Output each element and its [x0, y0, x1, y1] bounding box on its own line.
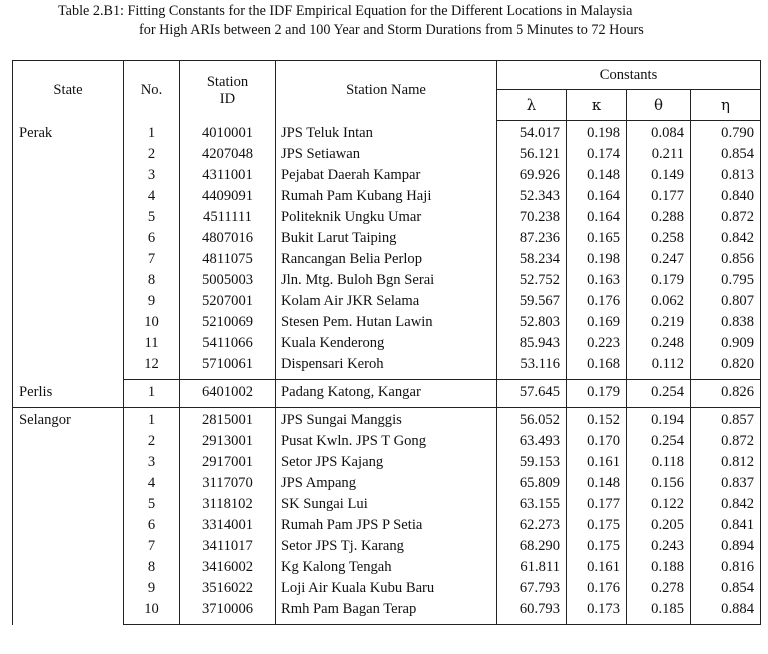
- eta-value: 0.872: [691, 431, 761, 452]
- eta-value: 0.816: [691, 557, 761, 578]
- kappa-value: 0.198: [567, 249, 627, 270]
- lambda-value: 59.567: [497, 291, 567, 312]
- station-id: 3516022: [180, 578, 276, 599]
- station-no: 1: [124, 380, 180, 408]
- header-station-id-line1: Station: [206, 73, 249, 90]
- table-row: [13, 408, 761, 432]
- station-name: JPS Teluk Intan: [276, 121, 497, 145]
- station-name: Setor JPS Kajang: [276, 452, 497, 473]
- station-no: 4: [124, 186, 180, 207]
- eta-value: 0.813: [691, 165, 761, 186]
- table-body: [13, 121, 761, 625]
- kappa-value: 0.175: [567, 536, 627, 557]
- theta-value: 0.194: [627, 408, 691, 432]
- header-lambda: λ: [497, 90, 567, 121]
- eta-value: 0.842: [691, 494, 761, 515]
- station-id: 5411066: [180, 333, 276, 354]
- lambda-value: 56.052: [497, 408, 567, 432]
- station-no: 6: [124, 515, 180, 536]
- theta-value: 0.243: [627, 536, 691, 557]
- kappa-value: 0.170: [567, 431, 627, 452]
- station-no: 10: [124, 312, 180, 333]
- station-id: 4807016: [180, 228, 276, 249]
- station-name: Rancangan Belia Perlop: [276, 249, 497, 270]
- table-row: [13, 452, 761, 473]
- station-no: 8: [124, 557, 180, 578]
- theta-value: 0.278: [627, 578, 691, 599]
- eta-value: 0.857: [691, 408, 761, 432]
- theta-value: 0.185: [627, 599, 691, 625]
- theta-value: 0.177: [627, 186, 691, 207]
- theta-value: 0.112: [627, 354, 691, 380]
- kappa-value: 0.174: [567, 144, 627, 165]
- theta-value: 0.118: [627, 452, 691, 473]
- eta-value: 0.854: [691, 144, 761, 165]
- table-row: [13, 557, 761, 578]
- table-row: [13, 578, 761, 599]
- header-station-id-line2: ID: [219, 90, 236, 107]
- table-header: [13, 61, 761, 121]
- lambda-value: 68.290: [497, 536, 567, 557]
- kappa-value: 0.161: [567, 452, 627, 473]
- station-no: 1: [124, 121, 180, 145]
- eta-value: 0.790: [691, 121, 761, 145]
- state-cell: Selangor: [13, 408, 124, 625]
- table-row: [13, 312, 761, 333]
- station-name: Dispensari Keroh: [276, 354, 497, 380]
- station-id: 5207001: [180, 291, 276, 312]
- header-constants: Constants: [497, 61, 761, 90]
- kappa-value: 0.173: [567, 599, 627, 625]
- station-name: Padang Katong, Kangar: [276, 380, 497, 408]
- theta-value: 0.062: [627, 291, 691, 312]
- header-station-id: [180, 61, 276, 121]
- lambda-value: 85.943: [497, 333, 567, 354]
- kappa-value: 0.152: [567, 408, 627, 432]
- header-eta: η: [691, 90, 761, 121]
- eta-value: 0.841: [691, 515, 761, 536]
- state-cell: Perak: [13, 121, 124, 380]
- station-no: 10: [124, 599, 180, 625]
- lambda-value: 63.493: [497, 431, 567, 452]
- eta-value: 0.820: [691, 354, 761, 380]
- theta-value: 0.248: [627, 333, 691, 354]
- theta-value: 0.219: [627, 312, 691, 333]
- theta-value: 0.211: [627, 144, 691, 165]
- station-no: 2: [124, 144, 180, 165]
- station-no: 8: [124, 270, 180, 291]
- kappa-value: 0.176: [567, 291, 627, 312]
- table-row: [13, 186, 761, 207]
- eta-value: 0.826: [691, 380, 761, 408]
- station-id: 4409091: [180, 186, 276, 207]
- kappa-value: 0.161: [567, 557, 627, 578]
- lambda-value: 52.343: [497, 186, 567, 207]
- eta-value: 0.807: [691, 291, 761, 312]
- lambda-value: 58.234: [497, 249, 567, 270]
- theta-value: 0.254: [627, 380, 691, 408]
- kappa-value: 0.175: [567, 515, 627, 536]
- table-row: [13, 536, 761, 557]
- eta-value: 0.854: [691, 578, 761, 599]
- theta-value: 0.156: [627, 473, 691, 494]
- header-no: No.: [124, 61, 180, 121]
- table-row: [13, 249, 761, 270]
- station-name: JPS Setiawan: [276, 144, 497, 165]
- station-no: 12: [124, 354, 180, 380]
- eta-value: 0.842: [691, 228, 761, 249]
- station-id: 6401002: [180, 380, 276, 408]
- station-name: JPS Sungai Manggis: [276, 408, 497, 432]
- station-no: 7: [124, 249, 180, 270]
- lambda-value: 63.155: [497, 494, 567, 515]
- lambda-value: 87.236: [497, 228, 567, 249]
- station-no: 9: [124, 578, 180, 599]
- station-no: 2: [124, 431, 180, 452]
- theta-value: 0.084: [627, 121, 691, 145]
- station-name: Kuala Kenderong: [276, 333, 497, 354]
- station-id: 3314001: [180, 515, 276, 536]
- kappa-value: 0.179: [567, 380, 627, 408]
- theta-value: 0.122: [627, 494, 691, 515]
- station-id: 5710061: [180, 354, 276, 380]
- theta-value: 0.254: [627, 431, 691, 452]
- station-name: Pejabat Daerah Kampar: [276, 165, 497, 186]
- theta-value: 0.205: [627, 515, 691, 536]
- station-name: Kg Kalong Tengah: [276, 557, 497, 578]
- table-row: [13, 144, 761, 165]
- station-id: 4311001: [180, 165, 276, 186]
- table-row: [13, 354, 761, 380]
- eta-value: 0.872: [691, 207, 761, 228]
- table-row: [13, 333, 761, 354]
- eta-value: 0.909: [691, 333, 761, 354]
- lambda-value: 69.926: [497, 165, 567, 186]
- idf-constants-table: [12, 60, 761, 625]
- table-row: [13, 291, 761, 312]
- eta-value: 0.856: [691, 249, 761, 270]
- kappa-value: 0.223: [567, 333, 627, 354]
- station-name: Rumah Pam JPS P Setia: [276, 515, 497, 536]
- station-id: 3118102: [180, 494, 276, 515]
- header-theta: θ: [627, 90, 691, 121]
- table-row: [13, 515, 761, 536]
- station-name: Stesen Pem. Hutan Lawin: [276, 312, 497, 333]
- station-no: 5: [124, 207, 180, 228]
- lambda-value: 61.811: [497, 557, 567, 578]
- station-id: 5005003: [180, 270, 276, 291]
- theta-value: 0.247: [627, 249, 691, 270]
- station-id: 4207048: [180, 144, 276, 165]
- station-id: 4511111: [180, 207, 276, 228]
- lambda-value: 65.809: [497, 473, 567, 494]
- kappa-value: 0.148: [567, 473, 627, 494]
- kappa-value: 0.169: [567, 312, 627, 333]
- table-row: [13, 431, 761, 452]
- station-name: Politeknik Ungku Umar: [276, 207, 497, 228]
- theta-value: 0.149: [627, 165, 691, 186]
- theta-value: 0.188: [627, 557, 691, 578]
- lambda-value: 60.793: [497, 599, 567, 625]
- table-row: [13, 380, 761, 408]
- state-cell: Perlis: [13, 380, 124, 408]
- station-name: JPS Ampang: [276, 473, 497, 494]
- kappa-value: 0.164: [567, 186, 627, 207]
- lambda-value: 52.752: [497, 270, 567, 291]
- eta-value: 0.884: [691, 599, 761, 625]
- table-row: [13, 599, 761, 625]
- eta-value: 0.840: [691, 186, 761, 207]
- station-id: 4811075: [180, 249, 276, 270]
- eta-value: 0.894: [691, 536, 761, 557]
- station-name: SK Sungai Lui: [276, 494, 497, 515]
- table-caption: [58, 2, 758, 40]
- station-no: 11: [124, 333, 180, 354]
- station-id: 5210069: [180, 312, 276, 333]
- station-id: 3710006: [180, 599, 276, 625]
- kappa-value: 0.198: [567, 121, 627, 145]
- header-kappa: κ: [567, 90, 627, 121]
- lambda-value: 59.153: [497, 452, 567, 473]
- table-row: [13, 207, 761, 228]
- station-id: 3117070: [180, 473, 276, 494]
- station-name: Loji Air Kuala Kubu Baru: [276, 578, 497, 599]
- station-id: 2913001: [180, 431, 276, 452]
- caption-line-1: Table 2.B1: Fitting Constants for the IDF Empirical Equation for the Different Locations in Malaysia: [58, 3, 633, 19]
- station-name: Jln. Mtg. Buloh Bgn Serai: [276, 270, 497, 291]
- table-row: [13, 228, 761, 249]
- station-no: 7: [124, 536, 180, 557]
- station-no: 9: [124, 291, 180, 312]
- table-row: [13, 494, 761, 515]
- kappa-value: 0.163: [567, 270, 627, 291]
- station-id: 2815001: [180, 408, 276, 432]
- table-row: [13, 121, 761, 145]
- kappa-value: 0.176: [567, 578, 627, 599]
- station-id: 3416002: [180, 557, 276, 578]
- theta-value: 0.288: [627, 207, 691, 228]
- lambda-value: 56.121: [497, 144, 567, 165]
- station-no: 6: [124, 228, 180, 249]
- station-no: 3: [124, 452, 180, 473]
- eta-value: 0.795: [691, 270, 761, 291]
- lambda-value: 67.793: [497, 578, 567, 599]
- station-name: Kolam Air JKR Selama: [276, 291, 497, 312]
- station-name: Rumah Pam Kubang Haji: [276, 186, 497, 207]
- station-name: Bukit Larut Taiping: [276, 228, 497, 249]
- kappa-value: 0.148: [567, 165, 627, 186]
- lambda-value: 57.645: [497, 380, 567, 408]
- station-id: 3411017: [180, 536, 276, 557]
- lambda-value: 53.116: [497, 354, 567, 380]
- table-row: [13, 270, 761, 291]
- lambda-value: 70.238: [497, 207, 567, 228]
- header-station-name: Station Name: [276, 61, 497, 121]
- kappa-value: 0.165: [567, 228, 627, 249]
- caption-line-2: for High ARIs between 2 and 100 Year and Storm Durations from 5 Minutes to 72 Hours: [139, 22, 644, 38]
- station-no: 3: [124, 165, 180, 186]
- station-name: Setor JPS Tj. Karang: [276, 536, 497, 557]
- lambda-value: 52.803: [497, 312, 567, 333]
- station-id: 4010001: [180, 121, 276, 145]
- station-no: 5: [124, 494, 180, 515]
- header-state: State: [13, 61, 124, 121]
- station-no: 4: [124, 473, 180, 494]
- station-name: Rmh Pam Bagan Terap: [276, 599, 497, 625]
- lambda-value: 62.273: [497, 515, 567, 536]
- kappa-value: 0.164: [567, 207, 627, 228]
- station-id: 2917001: [180, 452, 276, 473]
- lambda-value: 54.017: [497, 121, 567, 145]
- kappa-value: 0.168: [567, 354, 627, 380]
- theta-value: 0.179: [627, 270, 691, 291]
- table-row: [13, 165, 761, 186]
- table-row: [13, 473, 761, 494]
- kappa-value: 0.177: [567, 494, 627, 515]
- eta-value: 0.837: [691, 473, 761, 494]
- station-no: 1: [124, 408, 180, 432]
- theta-value: 0.258: [627, 228, 691, 249]
- eta-value: 0.812: [691, 452, 761, 473]
- station-name: Pusat Kwln. JPS T Gong: [276, 431, 497, 452]
- eta-value: 0.838: [691, 312, 761, 333]
